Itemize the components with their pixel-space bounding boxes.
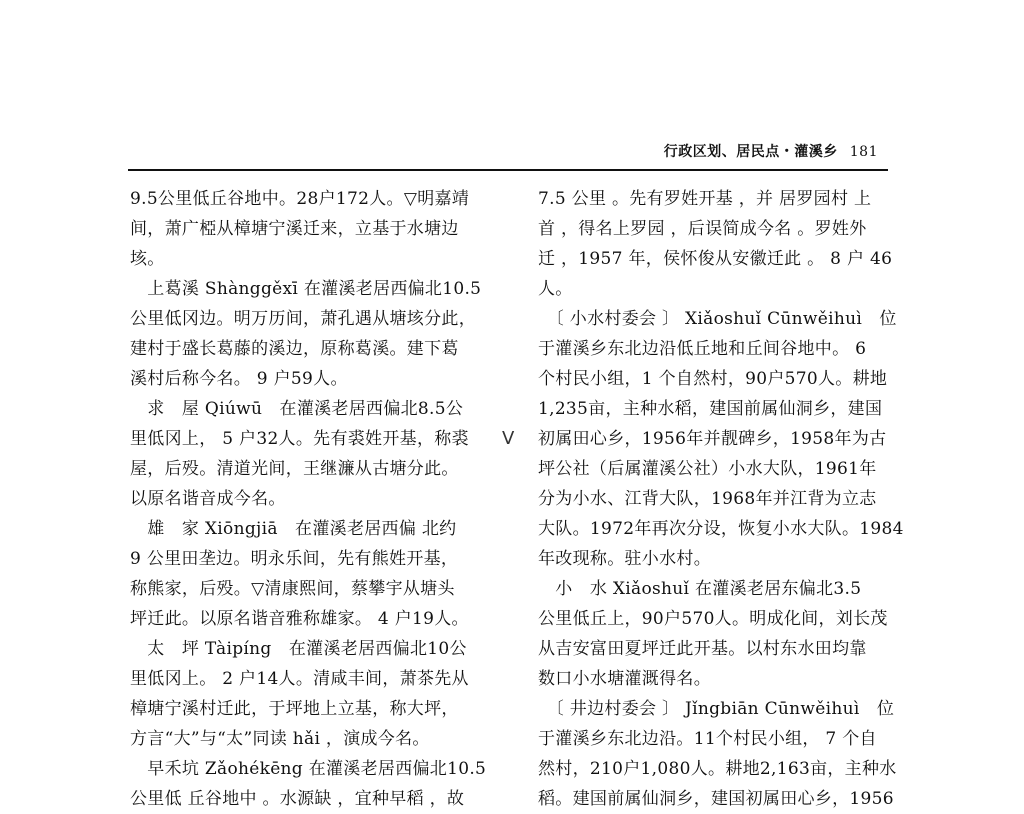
text-line: 年改现称。驻小水村。 <box>538 549 711 569</box>
text-line: 然村，210户1,080人。耕地2,163亩，主种水 <box>538 759 897 779</box>
running-header <box>128 141 888 163</box>
text-line: 首 ，得名上罗园 ，后误简成今名 。罗姓外 <box>538 219 867 239</box>
running-title: 行政区划、居民点・灌溪乡 <box>663 144 838 160</box>
text-line: 公里低冈边。明万历间，萧孔遇从塘垓分此， <box>130 309 476 329</box>
text-line: 坪公社（后属灌溪公社）小水大队，1961年 <box>538 459 877 479</box>
text-line: 初属田心乡，1956年并靓碑乡，1958年为古 <box>538 429 887 449</box>
text-line: 太 坪 Tàipíng 在灌溪老居西偏北10公 <box>130 639 467 659</box>
text-line: 公里低丘上，90户570人。明成化间，刘长茂 <box>538 609 888 629</box>
text-line: 于灌溪乡东北边沿低丘地和丘间谷地中。 6 <box>538 339 867 359</box>
page-number: 181 <box>849 144 878 160</box>
text-line: 大队。1972年再次分设，恢复小水大队。1984 <box>538 519 904 539</box>
right-text-column <box>538 184 904 814</box>
text-line: 1,235亩，主种水稻，建国前属仙洞乡，建国 <box>538 399 883 419</box>
text-line: 〔 井边村委会 〕 Jǐngbiān Cūnwěihuì 位 <box>538 699 895 719</box>
text-line: 里低冈上， 5 户32人。先有裘姓开基，称裘 <box>130 429 469 449</box>
text-line: 人。 <box>538 279 573 299</box>
text-line: 上葛溪 Shànggěxī 在灌溪老居西偏北10.5 <box>130 279 482 299</box>
text-line: 垓。 <box>130 249 165 269</box>
text-line: 早禾坑 Zǎohékēng 在灌溪老居西偏北10.5 <box>130 759 487 779</box>
text-line: 间，萧广椏从樟塘宁溪迁来，立基于水塘边 <box>130 219 459 239</box>
text-line: 雄 家 Xiōngjiā 在灌溪老居西偏 北约 <box>130 519 457 539</box>
text-line: 于灌溪乡东北边沿。11个村民小组， 7 个自 <box>538 729 877 749</box>
text-line: 公里低 丘谷地中 。水源缺 ，宜种早稻 ，故 <box>130 789 465 809</box>
text-line: 屋，后殁。清道光间，王继濂从古塘分此。 <box>130 459 459 479</box>
text-line: 数口小水塘灌溉得名。 <box>538 669 711 689</box>
text-line: 稻。建国前属仙洞乡，建国初属田心乡，1956 <box>538 789 894 809</box>
header-title-block <box>664 141 878 161</box>
text-line: 迁 ，1957 年，侯怀俊从安徽迁此 。 8 户 46 <box>538 249 893 269</box>
text-line: 〔 小水村委会 〕 Xiǎoshuǐ Cūnwěihuì 位 <box>538 309 897 329</box>
text-line: 里低冈上。 2 户14人。清咸丰间，萧茶先从 <box>130 669 469 689</box>
handwritten-check-mark: V <box>502 428 515 449</box>
header-rule <box>128 169 888 171</box>
text-line: 分为小水、江背大队，1968年并江背为立志 <box>538 489 877 509</box>
text-line: 坪迁此。以原名谐音雅称雄家。 4 户19人。 <box>130 609 469 629</box>
text-line: 方言“大”与“太”同读 hǎi ，演成今名。 <box>130 729 430 749</box>
text-line: 称熊家，后殁。▽清康熙间，蔡攀宇从塘头 <box>130 579 455 599</box>
text-line: 9.5公里低丘谷地中。28户172人。▽明嘉靖 <box>130 189 470 209</box>
text-line: 建村于盛长葛藤的溪边，原称葛溪。建下葛 <box>130 339 459 359</box>
text-line: 求 屋 Qiúwū 在灌溪老居西偏北8.5公 <box>130 399 464 419</box>
text-line: 溪村后称今名。 9 户59人。 <box>130 369 348 389</box>
text-line: 7.5 公里 。先有罗姓开基 ，并 居罗园村 上 <box>538 189 872 209</box>
text-line: 9 公里田垄边。明永乐间，先有熊姓开基， <box>130 549 459 569</box>
text-line: 以原名谐音成今名。 <box>130 489 286 509</box>
text-line: 个村民小组，1 个自然村，90户570人。耕地 <box>538 369 888 389</box>
text-line: 小 水 Xiǎoshuǐ 在灌溪老居东偏北3.5 <box>538 579 862 599</box>
text-line: 从吉安富田夏坪迁此开基。以村东水田均靠 <box>538 639 867 659</box>
left-text-column <box>130 184 492 814</box>
text-line: 樟塘宁溪村迁此，于坪地上立基，称大坪， <box>130 699 459 719</box>
